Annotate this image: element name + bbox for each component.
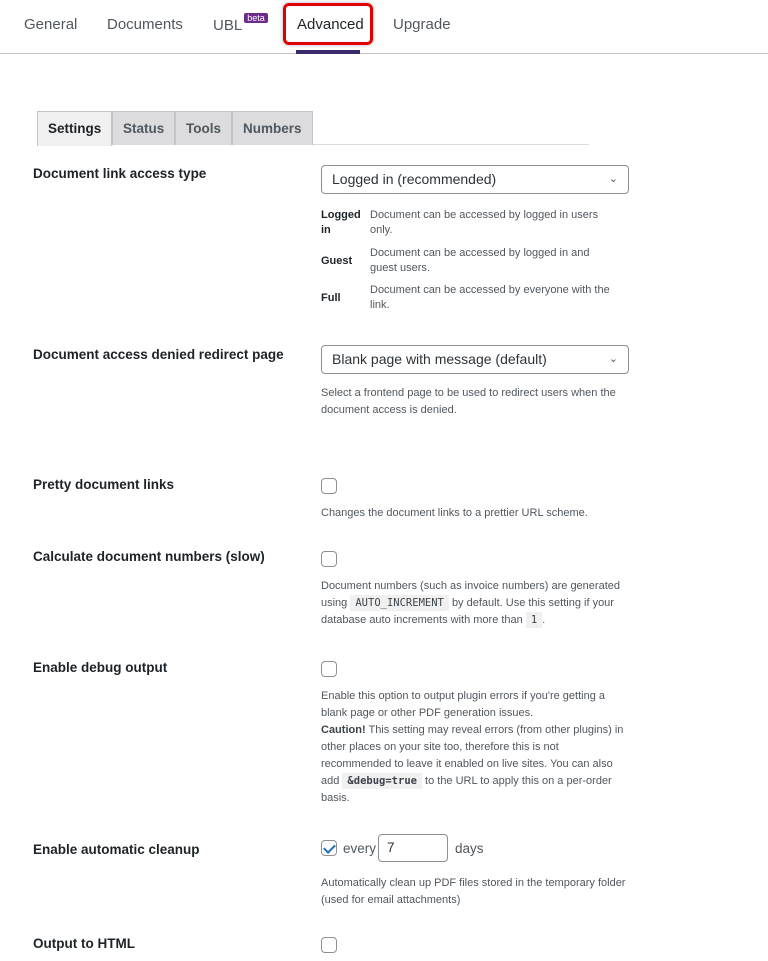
desc-text: by default. Use this setting if your database auto increments with more than xyxy=(321,597,614,626)
tab-upgrade[interactable]: Upgrade xyxy=(393,16,451,33)
tab-advanced[interactable]: Advanced xyxy=(297,16,364,33)
legend-text: Document can be accessed by logged in users only. xyxy=(370,209,599,236)
legend-text: Document can be accessed by logged in and guest users. xyxy=(370,247,590,274)
calc-numbers-checkbox[interactable] xyxy=(321,551,337,567)
pretty-links-description: Changes the document links to a prettier URL scheme. xyxy=(321,507,588,519)
pretty-links-checkbox[interactable] xyxy=(321,478,337,494)
sub-tabs xyxy=(37,111,589,145)
redirect-value: Blank page with message (default) xyxy=(332,351,547,367)
desc-text: to the URL to apply this on a per-order basis. xyxy=(321,775,612,804)
output-html-label: Output to HTML xyxy=(33,936,135,951)
code-one: 1 xyxy=(526,612,542,628)
tab-ubl-label: UBL xyxy=(213,17,243,34)
cleanup-label: Enable automatic cleanup xyxy=(33,842,200,857)
cleanup-checkbox[interactable] xyxy=(321,840,337,856)
redirect-description: Select a frontend page to be used to redirect users when the document access is denied. xyxy=(321,387,616,416)
subtab-status[interactable]: Status xyxy=(112,111,175,145)
link-access-label: Document link access type xyxy=(33,166,207,181)
subtab-tools[interactable]: Tools xyxy=(175,111,232,145)
tab-ubl[interactable] xyxy=(213,13,268,34)
tab-documents[interactable]: Documents xyxy=(107,16,183,33)
legend-key: Guest xyxy=(321,255,353,267)
debug-description xyxy=(321,688,631,807)
top-nav xyxy=(0,0,768,54)
debug-checkbox[interactable] xyxy=(321,661,337,677)
legend-text: Document can be accessed by everyone with the link. xyxy=(370,284,610,311)
desc-text: . xyxy=(542,614,546,626)
days-label: days xyxy=(455,841,484,856)
legend-key: Full xyxy=(321,292,341,304)
cleanup-days-input[interactable]: 7 xyxy=(378,834,448,862)
redirect-select[interactable] xyxy=(321,345,629,374)
beta-badge: beta xyxy=(244,13,268,23)
subtab-settings[interactable]: Settings xyxy=(37,111,112,146)
pretty-links-label: Pretty document links xyxy=(33,477,175,492)
cleanup-description: Automatically clean up PDF files stored in the temporary folder (used for email attachments) xyxy=(321,877,626,906)
every-label: every xyxy=(343,841,377,856)
redirect-label: Document access denied redirect page xyxy=(33,347,284,362)
calc-numbers-label: Calculate document numbers (slow) xyxy=(33,549,265,564)
tab-general[interactable]: General xyxy=(24,16,78,33)
chevron-down-icon: ⌄ xyxy=(608,173,618,185)
legend-key: Logged in xyxy=(321,209,361,236)
chevron-down-icon: ⌄ xyxy=(608,353,618,365)
subtab-numbers[interactable]: Numbers xyxy=(232,111,313,145)
debug-label: Enable debug output xyxy=(33,660,168,675)
caution-label: Caution! xyxy=(321,724,366,736)
desc-text: Document numbers (such as invoice numbers) are generated using xyxy=(321,580,620,609)
link-access-select[interactable] xyxy=(321,165,629,194)
calc-numbers-description xyxy=(321,578,631,629)
desc-text: Enable this option to output plugin errors if you're getting a blank page or other PDF generation issues. xyxy=(321,690,606,719)
code-auto-increment: AUTO_INCREMENT xyxy=(350,595,449,611)
output-html-checkbox[interactable] xyxy=(321,937,337,953)
link-access-value: Logged in (recommended) xyxy=(332,171,497,187)
code-debug-param: &debug=true xyxy=(342,773,422,789)
active-tab-indicator xyxy=(296,50,360,54)
desc-text: This setting may reveal errors (from other plugins) in other places on your site too, therefore this is not recommended to leave it enabled on live sites. You can also add xyxy=(321,724,624,787)
highlight-box xyxy=(283,3,373,45)
